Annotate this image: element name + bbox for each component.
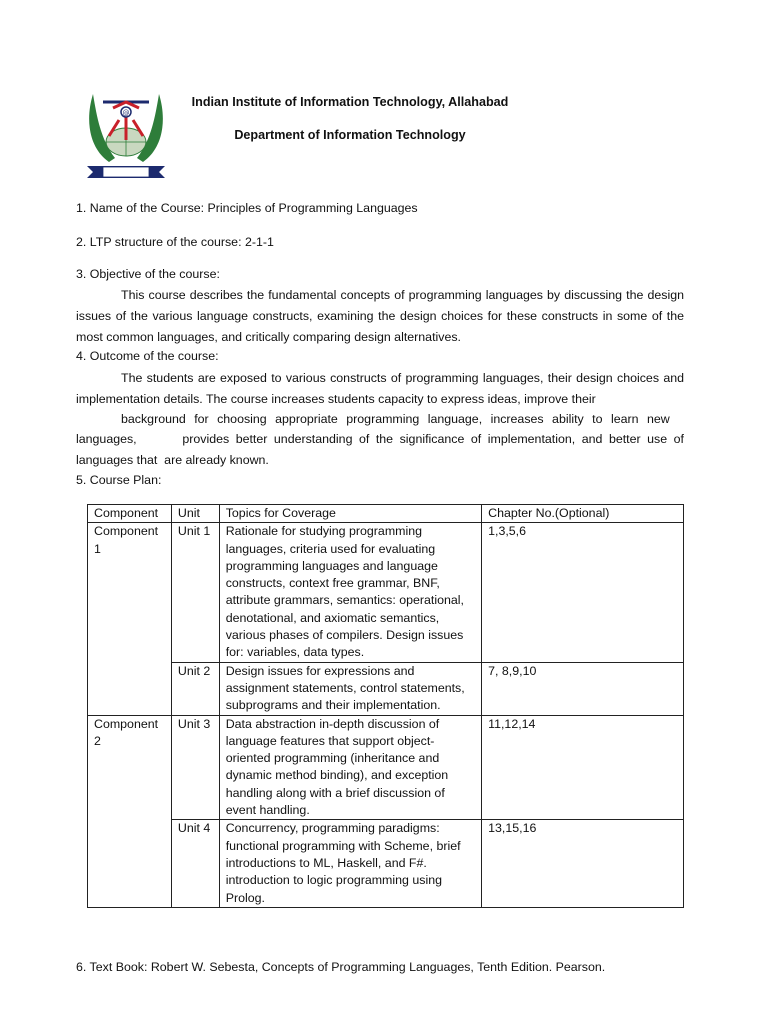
cell-topics: Rationale for studying programming languages, criteria used for evaluating programming languages and language constructs, context free grammar, BNF, attribute grammars, semantics: operational, denotational, and axiomatic semantics, various phases of compilers. Design issues for: variables, data types. [219, 523, 481, 662]
cell-topics: Concurrency, programming paradigms: functional programming with Scheme, brief introductions to ML, Haskell, and F#. introduction to logic programming using Prolog. [219, 820, 481, 907]
table-row [88, 715, 684, 820]
outcome-text-1 [76, 368, 684, 410]
header-topics: Topics for Coverage [219, 505, 481, 523]
objective-body: This course describes the fundamental concepts of programming languages by discussing the design issues of the various language constructs, examining the design choices for these constructs in some of the most common languages, and critically comparing design alternatives. [76, 288, 684, 344]
cell-chapters: 11,12,14 [482, 715, 684, 820]
outcome-text-3: languages, provides better understanding of the significance of implementation, and better use of languages that are already known. [76, 432, 688, 467]
cell-unit: Unit 1 [171, 523, 219, 662]
ribbon-icon [87, 166, 165, 178]
course-plan-table [87, 504, 684, 908]
header-chapters: Chapter No.(Optional) [482, 505, 684, 523]
course-name: 1. Name of the Course: Principles of Programming Languages [76, 201, 418, 215]
objective-heading: 3. Objective of the course: [76, 267, 220, 281]
ltp-structure: 2. LTP structure of the course: 2-1-1 [76, 235, 274, 249]
cell-chapters: 7, 8,9,10 [482, 662, 684, 715]
cell-chapters: 1,3,5,6 [482, 523, 684, 662]
cell-component: Component 1 [88, 523, 172, 715]
institute-title: Indian Institute of Information Technology, Allahabad [191, 95, 509, 109]
cell-topics: Data abstraction in-depth discussion of language features that support object-oriented programming (inheritance and dynamic method binding), and exception handling along with a brief discussion of event handling. [219, 715, 481, 820]
course-plan-heading: 5. Course Plan: [76, 473, 162, 487]
outcome-text-2: background for choosing appropriate programming language, increases ability to learn new [121, 412, 670, 426]
cell-unit: Unit 2 [171, 662, 219, 715]
table-header-row [88, 505, 684, 523]
svg-text:@: @ [122, 109, 130, 117]
table-row [88, 662, 684, 715]
text-book: 6. Text Book: Robert W. Sebesta, Concepts of Programming Languages, Tenth Edition. Pearson. [76, 960, 606, 974]
header-component: Component [88, 505, 172, 523]
cell-chapters: 13,15,16 [482, 820, 684, 907]
department-title: Department of Information Technology [234, 128, 466, 142]
cell-component: Component 2 [88, 715, 172, 907]
outcome-heading: 4. Outcome of the course: [76, 349, 219, 363]
cell-unit: Unit 3 [171, 715, 219, 820]
cell-topics: Design issues for expressions and assignment statements, control statements, subprograms and their implementation. [219, 662, 481, 715]
table-row [88, 820, 684, 907]
header-unit: Unit [171, 505, 219, 523]
outcome-body-1: The students are exposed to various constructs of programming languages, their design choices and implementation details. The course increases students capacity to express ideas, improve their [76, 371, 684, 406]
objective-text [76, 285, 684, 348]
cell-unit: Unit 4 [171, 820, 219, 907]
table-row [88, 523, 684, 662]
